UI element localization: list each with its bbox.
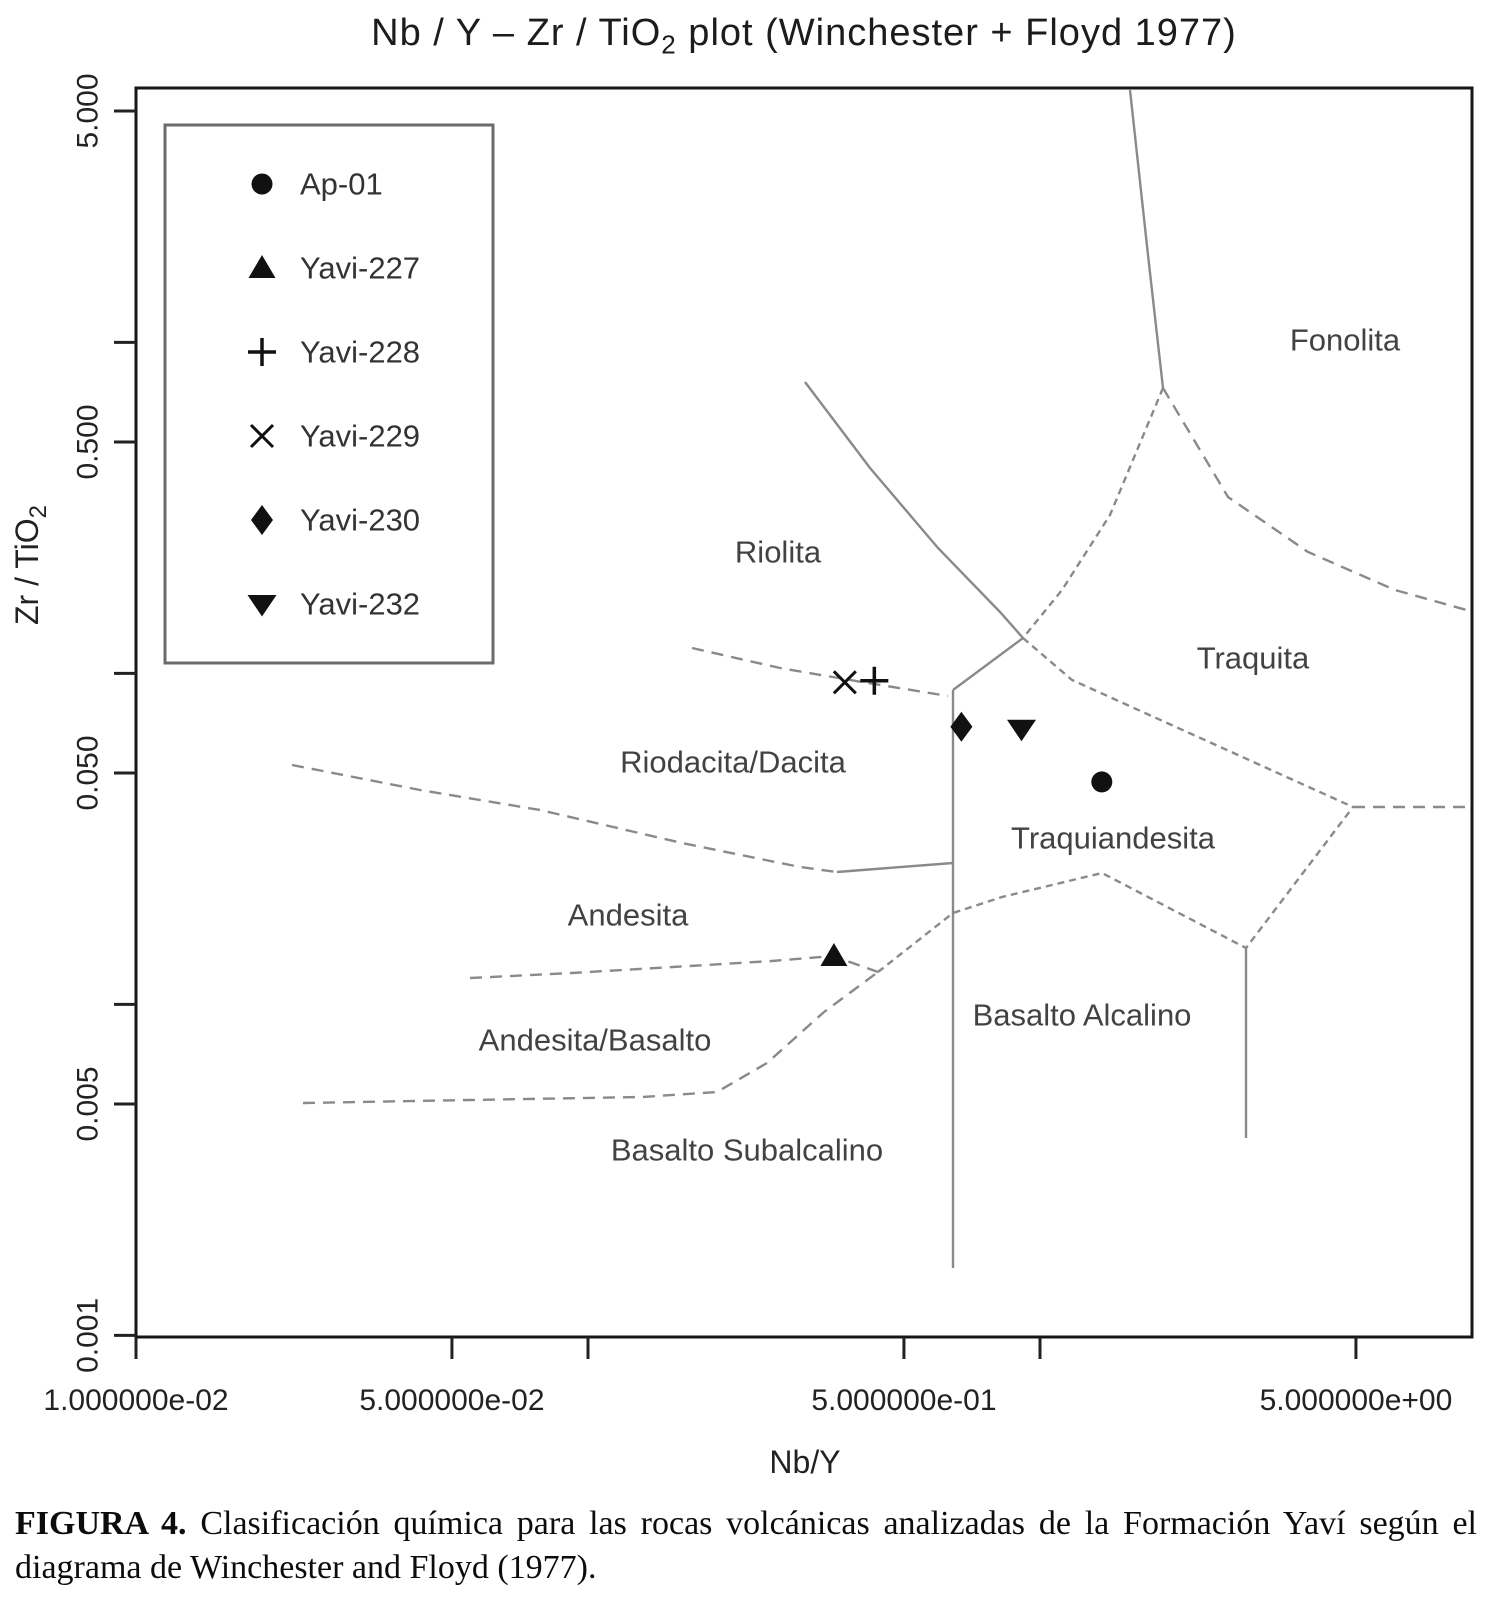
legend-label: Yavi-227 <box>300 250 421 286</box>
region-labels <box>479 323 1401 1168</box>
region-label-andesita-basalto: Andesita/Basalto <box>478 1022 712 1058</box>
region-label-andesita: Andesita <box>567 897 689 933</box>
legend-label: Yavi-232 <box>300 586 421 622</box>
y-tick-label: 0.005 <box>71 1066 105 1142</box>
x-tick-label: 5.000000e-01 <box>811 1384 997 1417</box>
y-tick-label: 0.050 <box>71 735 105 811</box>
legend-label: Yavi-230 <box>300 502 421 538</box>
figure-caption <box>15 1502 1477 1590</box>
y-axis-title <box>9 505 52 625</box>
boundary-fonolita-traquita <box>1163 388 1470 611</box>
legend-box <box>165 125 493 663</box>
point-Yavi-228 <box>860 667 888 695</box>
point-Yavi-227 <box>820 943 847 966</box>
legend <box>165 125 493 663</box>
region-label-riodacita-dacita: Riodacita/Dacita <box>620 744 846 780</box>
legend-label: Yavi-228 <box>300 334 421 370</box>
caption-text-1: Clasificación química para las rocas volcánicas analizadas de la Formación Yaví según el <box>200 1505 1478 1542</box>
x-tick-label: 5.000000e+00 <box>1259 1384 1453 1417</box>
region-label-fonolita: Fonolita <box>1289 322 1401 358</box>
caption-line-1 <box>15 1502 1477 1546</box>
x-tick-label: 5.000000e-02 <box>359 1384 545 1417</box>
chart-title-part1: Nb / Y – Zr / TiO <box>371 12 662 54</box>
boundary-trachyte-phonolite-upper <box>1130 90 1163 388</box>
y-tick-label: 0.500 <box>71 404 105 480</box>
region-label-basalto-subalcalino: Basalto Subalcalino <box>610 1132 884 1168</box>
boundary-andesita-andesitabasalto <box>470 956 878 978</box>
y-axis-title-main: Zr / TiO <box>9 518 45 626</box>
point-Yavi-232 <box>1007 720 1036 742</box>
region-label-riolita: Riolita <box>734 534 822 570</box>
boundary-riolita-riodacita <box>692 648 948 696</box>
boundary-kink-to-junction <box>1023 388 1163 638</box>
x-axis-title: Nb/Y <box>769 1444 841 1480</box>
caption-text-2: diagrama de Winchester and Floyd (1977). <box>15 1549 597 1587</box>
region-label-basalto-alcalino: Basalto Alcalino <box>972 997 1192 1033</box>
legend-symbol-filled-circle <box>252 174 273 195</box>
region-label-traquita: Traquita <box>1196 640 1310 676</box>
boundary-riodacita-stub <box>837 863 953 872</box>
region-label-traquiandesita: Traquiandesita <box>1011 820 1215 856</box>
chart-title-subscript: 2 <box>661 29 677 60</box>
legend-label: Ap-01 <box>300 166 383 202</box>
y-tick-label: 0.001 <box>71 1297 105 1373</box>
caption-figure-number: FIGURA 4. <box>15 1505 187 1542</box>
legend-label: Yavi-229 <box>300 418 421 454</box>
point-Yavi-229 <box>834 671 856 693</box>
chart-title-part2: plot (Winchester + Floyd 1977) <box>676 12 1237 54</box>
boundary-riodacita-andesita <box>292 765 837 872</box>
boundary-junction-left <box>953 638 1023 690</box>
y-tick-label: 5.000 <box>71 73 105 149</box>
x-tick-label: 1.000000e-02 <box>43 1384 229 1417</box>
y-axis-title-subscript: 2 <box>25 504 52 519</box>
point-Ap-01 <box>1091 771 1112 792</box>
data-points <box>820 667 1112 966</box>
boundary-riolita-traquita <box>805 382 1023 638</box>
